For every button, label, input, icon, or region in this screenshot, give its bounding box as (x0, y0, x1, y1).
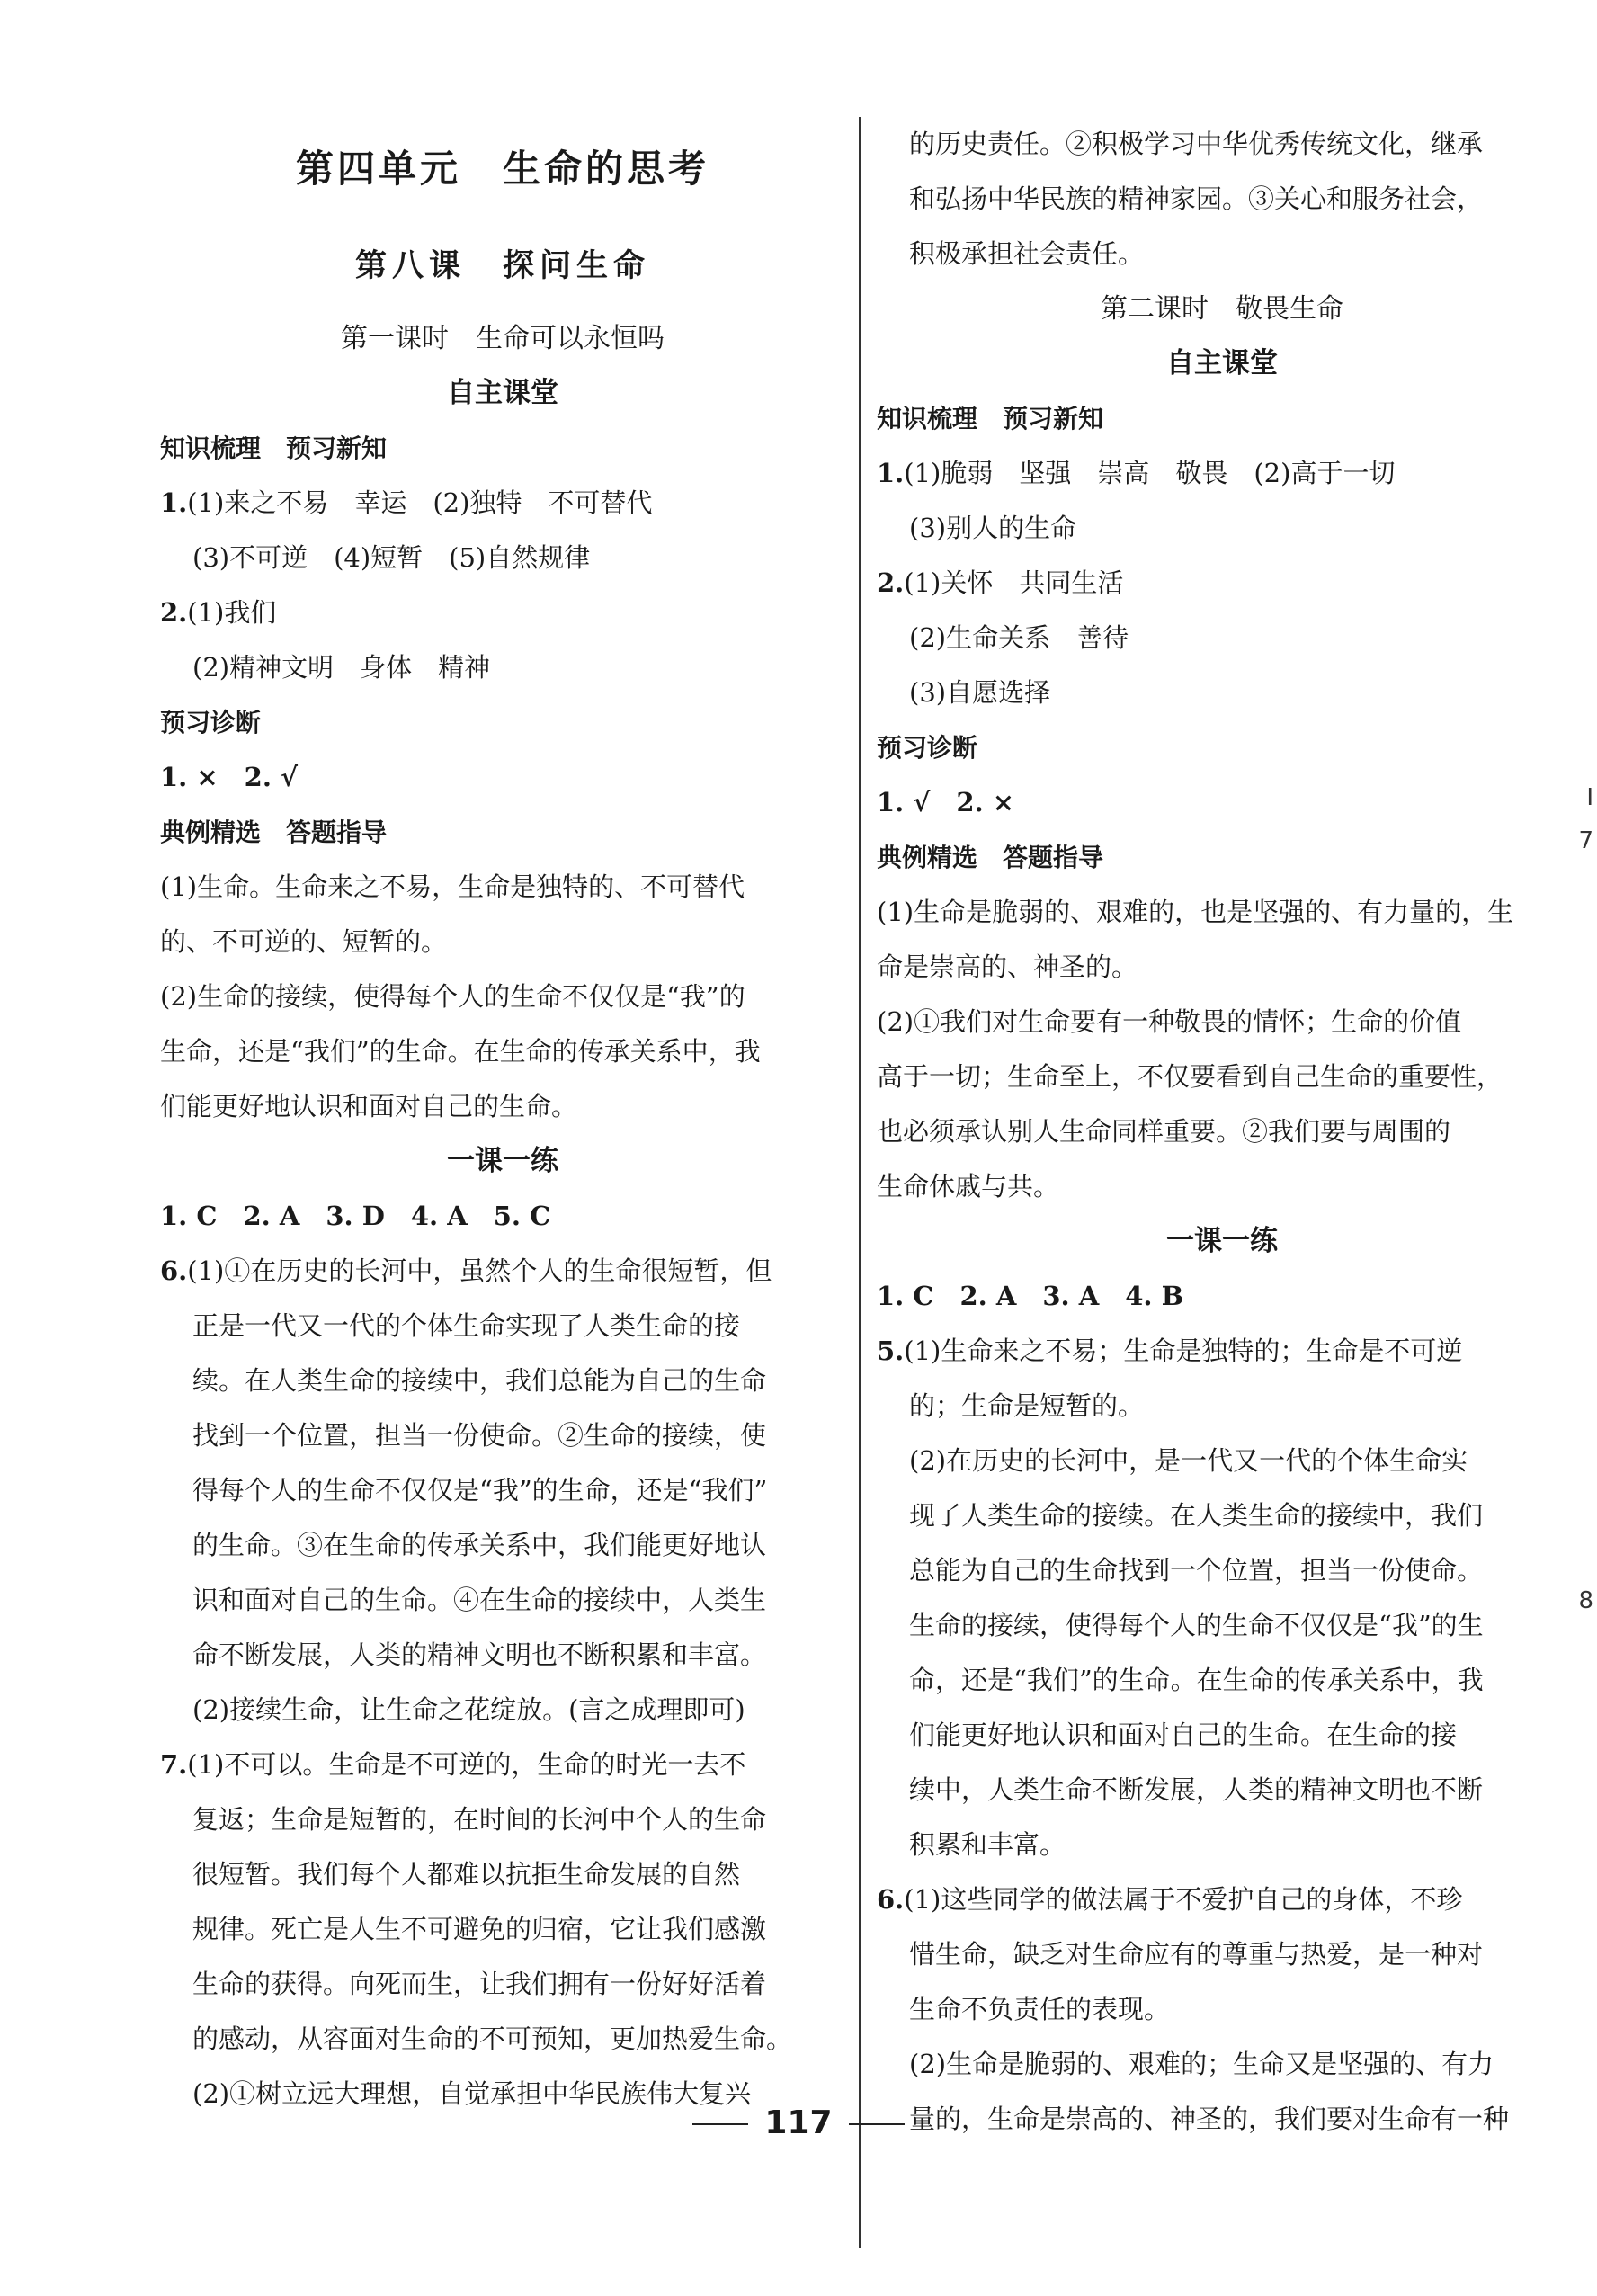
column-divider (859, 117, 861, 2248)
subsection-title: 知识梳理 预习新知 (160, 433, 388, 463)
answer-line: 现了人类生命的接续。在人类生命的接续中，我们 (909, 1500, 1484, 1531)
question-number: 6. (160, 1255, 188, 1286)
subsection-title: 预习诊断 (877, 733, 978, 763)
answer-line: 命不断发展，人类的精神文明也不断积累和丰富。 (192, 1639, 767, 1670)
section-title: 自主课堂 (447, 377, 558, 409)
answer-line: 们能更好地认识和面对自己的生命。 (160, 1091, 578, 1121)
subsection-title: 预习诊断 (160, 708, 262, 737)
answer-line: 积累和丰富。 (909, 1829, 1066, 1860)
answer-line: 也必须承认别人生命同样重要。②我们要与周围的 (877, 1116, 1451, 1147)
question-number: 2. (877, 567, 905, 598)
subsection-title: 典例精选 答题指导 (160, 817, 388, 847)
answer-line: (3)不可逆 (4)短暂 (5)自然规律 (192, 542, 591, 573)
answer-line: (2)精神文明 身体 精神 (192, 652, 491, 683)
answer-line (877, 556, 1567, 611)
answer-line: (3)别人的生命 (909, 513, 1077, 543)
answer-line: (1)生命。生命来之不易，生命是独特的、不可替代 (160, 871, 745, 902)
answer-text: (1)这些同学的做法属于不爱护自己的身体，不珍 (904, 1884, 1463, 1915)
answer-line: 1. √ 2. × (877, 787, 1015, 817)
answer-line: 命是崇高的、神圣的。 (877, 951, 1138, 982)
period-title: 第二课时 敬畏生命 (1101, 293, 1343, 325)
answer-line (877, 1324, 1567, 1379)
question-number: 5. (877, 1336, 905, 1366)
answer-text: (1)①在历史的长河中，虽然个人的生命很短暂，但 (187, 1255, 772, 1286)
edge-mark: I (1586, 784, 1593, 811)
question-number: 1. (160, 487, 188, 518)
answer-line: (2)生命是脆弱的、艰难的；生命又是坚强的、有力 (909, 2049, 1494, 2079)
edge-mark: 7 (1578, 827, 1593, 854)
subsection-title: 知识梳理 预习新知 (877, 404, 1104, 433)
answer-line: 很短暂。我们每个人都难以抗拒生命发展的自然 (192, 1859, 741, 1890)
question-number: 7. (160, 1749, 188, 1780)
answer-line: 1. C 2. A 3. A 4. B (877, 1281, 1184, 1311)
answer-line: (2)①树立远大理想，自觉承担中华民族伟大复兴 (192, 2078, 752, 2109)
answer-line: (2)在历史的长河中，是一代又一代的个体生命实 (909, 1445, 1468, 1476)
answer-line: 生命，还是“我们”的生命。在生命的传承关系中，我 (160, 1036, 761, 1067)
answer-text: (1)关怀 共同生活 (904, 567, 1124, 598)
answer-line: 生命的获得。向死而生，让我们拥有一份好好活着 (192, 1969, 767, 1999)
answer-line: 量的，生命是崇高的、神圣的，我们要对生命有一种 (909, 2104, 1510, 2134)
answer-text: (1)脆弱 坚强 崇高 敬畏 (2)高于一切 (904, 458, 1396, 488)
lesson-title: 第八课 探问生命 (354, 247, 650, 284)
answer-line: 识和面对自己的生命。④在生命的接续中，人类生 (192, 1585, 767, 1615)
answer-line (160, 1244, 845, 1299)
answer-line: (3)自愿选择 (909, 677, 1051, 708)
answer-line (877, 1872, 1567, 1927)
answer-line: 总能为自己的生命找到一个位置，担当一份使命。 (909, 1555, 1484, 1586)
answer-line: 正是一代又一代的个体生命实现了人类生命的接 (192, 1310, 741, 1341)
answer-line: 的历史责任。②积极学习中华优秀传统文化，继承 (909, 129, 1484, 159)
page-number-text: 117 (764, 2104, 833, 2141)
edge-mark: 8 (1578, 1587, 1593, 1614)
answer-line: (1)生命是脆弱的、艰难的，也是坚强的、有力量的，生 (877, 897, 1514, 927)
answer-line: 1. × 2. √ (160, 762, 299, 792)
question-number: 1. (877, 458, 905, 488)
answer-line: 复返；生命是短暂的，在时间的长河中个人的生命 (192, 1804, 767, 1835)
answer-line: 惜生命，缺乏对生命应有的尊重与热爱，是一种对 (909, 1939, 1484, 1970)
period-title: 第一课时 生命可以永恒吗 (341, 323, 665, 354)
answer-text: (1)生命来之不易；生命是独特的；生命是不可逆 (904, 1336, 1463, 1366)
answer-text: (1)不可以。生命是不可逆的，生命的时光一去不 (187, 1749, 746, 1780)
page-number-rule-left (692, 2123, 748, 2125)
question-number: 6. (877, 1884, 905, 1915)
answer-line: (2)①我们对生命要有一种敬畏的情怀；生命的价值 (877, 1006, 1462, 1037)
answer-line: 高于一切；生命至上，不仅要看到自己生命的重要性， (877, 1061, 1503, 1092)
answer-line: 的、不可逆的、短暂的。 (160, 926, 448, 957)
answer-line: (2)生命的接续，使得每个人的生命不仅仅是“我”的 (160, 981, 745, 1012)
answer-line: 续中，人类生命不断发展，人类的精神文明也不断 (909, 1774, 1484, 1805)
answer-line: 和弘扬中华民族的精神家园。③关心和服务社会， (909, 183, 1484, 214)
answer-text: (1)我们 (187, 597, 277, 628)
answer-line: (2)接续生命，让生命之花绽放。(言之成理即可) (192, 1694, 745, 1725)
answer-line (160, 476, 845, 531)
answer-line: 得每个人的生命不仅仅是“我”的生命，还是“我们” (192, 1475, 768, 1505)
answer-line: 的生命。③在生命的传承关系中，我们能更好地认 (192, 1530, 767, 1560)
left-column (160, 115, 845, 2122)
page-number-rule-right (849, 2123, 905, 2125)
answer-text: (1)来之不易 幸运 (2)独特 不可替代 (187, 487, 653, 518)
section-title: 自主课堂 (1166, 347, 1278, 380)
answer-line (160, 585, 845, 640)
answer-line: 的感动，从容面对生命的不可预知，更加热爱生命。 (192, 2024, 793, 2054)
practice-title: 一课一练 (447, 1145, 558, 1177)
answer-line: 找到一个位置，担当一份使命。②生命的接续，使 (192, 1420, 767, 1451)
answer-line: 生命不负责任的表现。 (909, 1994, 1171, 2024)
answer-line: 们能更好地认识和面对自己的生命。在生命的接 (909, 1720, 1458, 1750)
answer-line (160, 1738, 845, 1792)
answer-line: 生命休戚与共。 (877, 1171, 1060, 1202)
unit-title: 第四单元 生命的思考 (295, 147, 709, 191)
question-number: 2. (160, 597, 188, 628)
answer-line (877, 446, 1567, 501)
subsection-title: 典例精选 答题指导 (877, 843, 1104, 872)
answer-line: 续。在人类生命的接续中，我们总能为自己的生命 (192, 1365, 767, 1396)
practice-title: 一课一练 (1166, 1225, 1278, 1257)
answer-line: 1. C 2. A 3. D 4. A 5. C (160, 1201, 551, 1231)
answer-line: (2)生命关系 善待 (909, 622, 1129, 653)
right-column (877, 117, 1567, 2147)
answer-line: 的；生命是短暂的。 (909, 1390, 1145, 1421)
page-number (0, 2104, 1597, 2141)
answer-line: 积极承担社会责任。 (909, 238, 1145, 269)
answer-line: 生命的接续，使得每个人的生命不仅仅是“我”的生 (909, 1610, 1484, 1640)
answer-line: 命，还是“我们”的生命。在生命的传承关系中，我 (909, 1665, 1484, 1695)
answer-line: 规律。死亡是人生不可避免的归宿，它让我们感激 (192, 1914, 767, 1944)
